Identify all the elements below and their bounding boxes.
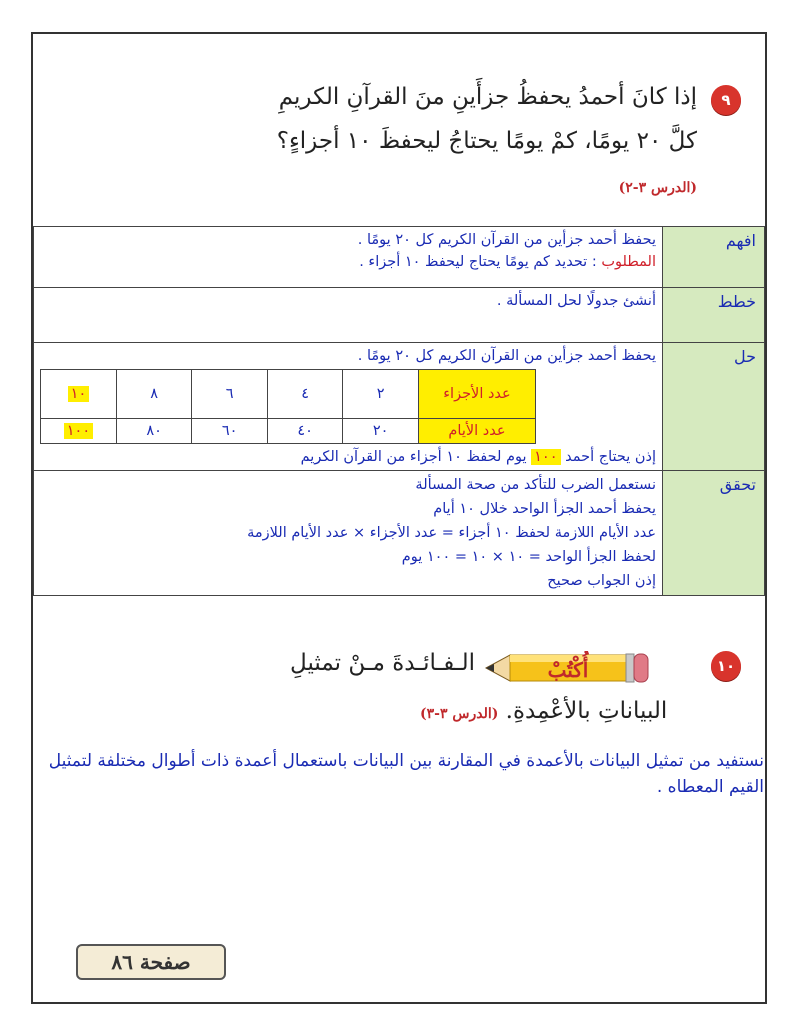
page-number: صفحة ٨٦ xyxy=(111,950,191,974)
verify-line: لحفظ الجزأ الواحد = ١٠ × ١٠ = ١٠٠ يوم xyxy=(401,549,656,565)
verify-line: يحفظ أحمد الجزأ الواحد خلال ١٠ أيام xyxy=(433,501,656,517)
conclusion-after: يوم لحفظ ١٠ أجزاء من القرآن الكريم xyxy=(300,449,527,465)
question-9-line-2: كلَّ ٢٠ يومًا، كمْ يومًا يحتاجُ ليحفظَ ١٠ أجزاءٍ؟ xyxy=(276,128,697,154)
solve-label: حل xyxy=(663,343,765,471)
conclusion-value: ١٠٠ xyxy=(531,449,560,465)
question-10-lesson-ref: (الدرس ٣-٣) xyxy=(420,706,499,722)
verify-row xyxy=(34,471,765,596)
question-10-line-1: الـفـائـدةَ مـنْ تمثيلِ xyxy=(290,650,475,676)
verify-line: نستعمل الضرب للتأكد من صحة المسألة xyxy=(415,477,656,493)
verify-line: إذن الجواب صحيح xyxy=(547,573,656,589)
understand-content xyxy=(34,227,663,288)
verify-line: عدد الأيام اللازمة لحفظ ١٠ أجزاء = عدد الأجزاء × عدد الأيام اللازمة xyxy=(247,525,656,541)
parts-cell: ٤ xyxy=(267,370,343,419)
understand-row xyxy=(34,227,765,288)
required-text: : تحديد كم يومًا يحتاج ليحفظ ١٠ أجزاء . xyxy=(359,254,597,270)
question-10-line-2: البياناتِ بالأعْمِدةِ. xyxy=(505,698,668,724)
page-number-box xyxy=(76,944,226,980)
understand-required xyxy=(40,251,656,273)
parts-cell: ٨ xyxy=(116,370,192,419)
solution-table xyxy=(33,226,765,596)
parts-cell: ٦ xyxy=(192,370,268,419)
question-10-number-badge xyxy=(711,651,741,681)
days-cell: ٢٠ xyxy=(343,419,419,444)
pencil-icon xyxy=(484,651,650,685)
solve-row xyxy=(34,343,765,471)
parts-header: عدد الأجزاء xyxy=(418,370,535,419)
required-label: المطلوب xyxy=(601,254,656,270)
parts-cell: ٢ xyxy=(343,370,419,419)
question-9-number-badge xyxy=(711,85,741,115)
days-cell-final xyxy=(41,419,117,444)
parts-cell-final xyxy=(41,370,117,419)
days-header: عدد الأيام xyxy=(418,419,535,444)
days-cell: ٤٠ xyxy=(267,419,343,444)
parts-final-highlight: ١٠ xyxy=(68,386,90,402)
days-cell: ٨٠ xyxy=(116,419,192,444)
solve-conclusion xyxy=(40,446,656,468)
solve-content xyxy=(34,343,663,471)
verify-label: تحقق xyxy=(663,471,765,596)
write-label: أُكْتُبْ xyxy=(547,658,589,682)
conclusion-before: إذن يحتاج أحمد xyxy=(565,449,656,465)
understand-label: افهم xyxy=(663,227,765,288)
question-10-line-2-wrap xyxy=(420,698,667,724)
plan-row xyxy=(34,288,765,343)
question-number: ١٠ xyxy=(716,657,736,675)
question-9-line-1: إذا كانَ أحمدُ يحفظُ جزأَينِ منَ القرآنِ الكريمِ xyxy=(278,84,697,110)
answer-text: نستفيد من تمثيل البيانات بالأعمدة في المقارنة بين البيانات باستعمال أعمدة ذات أطوال مختلفة لتمثيل القيم المعطاه . xyxy=(48,751,764,797)
days-final-highlight: ١٠٠ xyxy=(64,423,93,439)
plan-content: أنشئ جدولًا لحل المسألة . xyxy=(34,288,663,343)
question-number: ٩ xyxy=(721,91,731,109)
parts-days-table xyxy=(40,369,536,444)
solve-intro: يحفظ أحمد جزأين من القرآن الكريم كل ٢٠ يومًا . xyxy=(357,348,656,364)
verify-content xyxy=(34,471,663,596)
plan-label: خطط xyxy=(663,288,765,343)
days-row xyxy=(41,419,536,444)
days-cell: ٦٠ xyxy=(192,419,268,444)
question-9-lesson-ref: (الدرس ٣-٢) xyxy=(618,180,697,196)
understand-given: يحفظ أحمد جزأين من القرآن الكريم كل ٢٠ يومًا . xyxy=(357,232,656,248)
parts-row xyxy=(41,370,536,419)
